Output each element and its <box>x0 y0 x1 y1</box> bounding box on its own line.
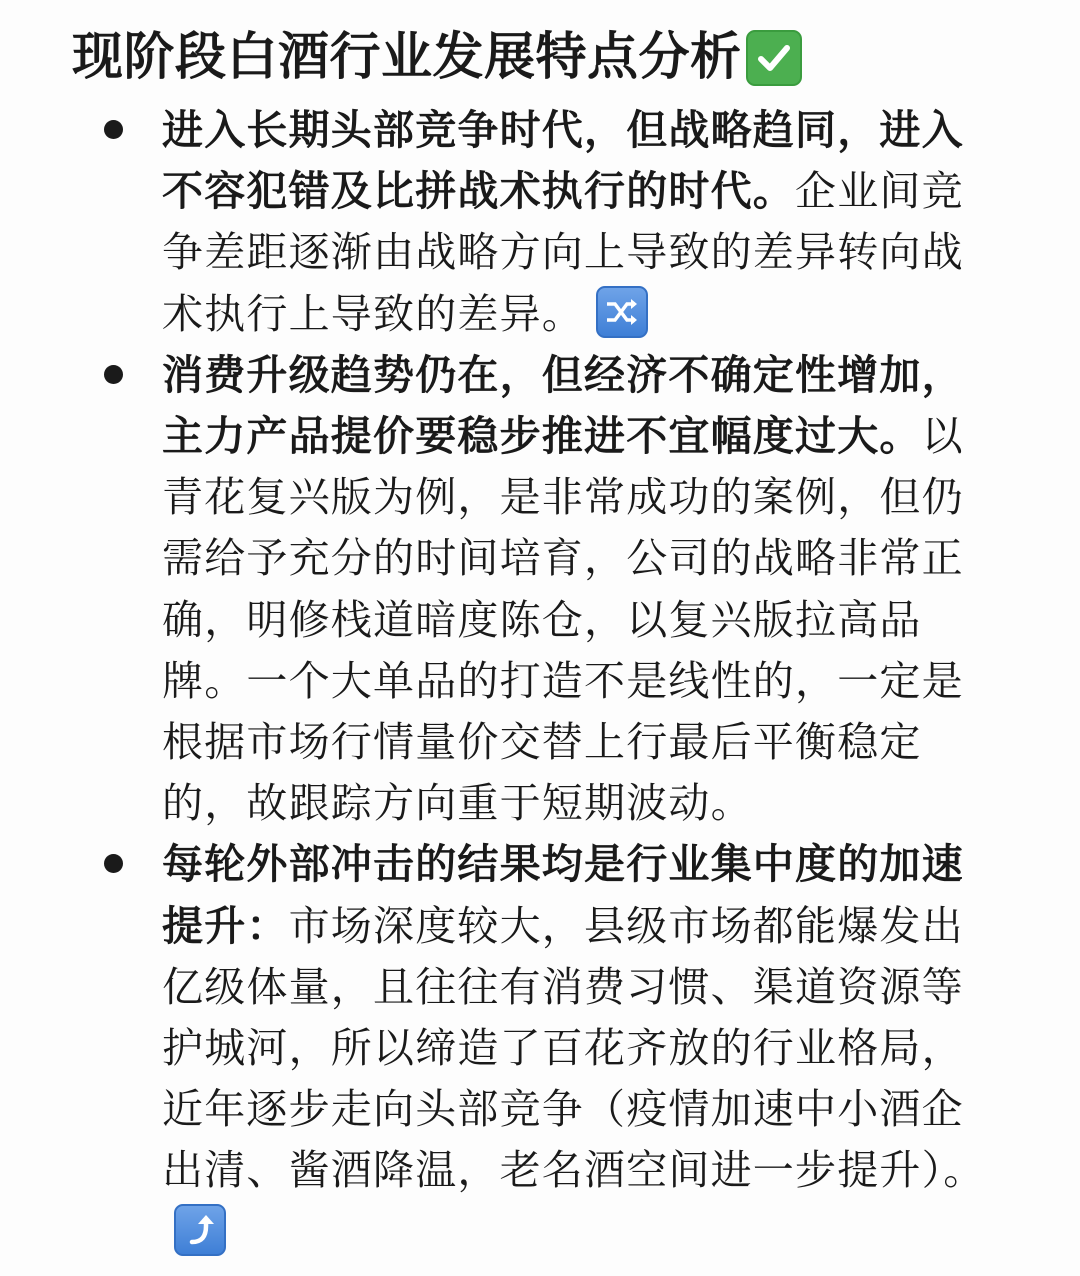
check-mark-button-icon <box>746 30 802 86</box>
list-item <box>0 345 1080 835</box>
up-arrow-curving-icon <box>174 1204 226 1256</box>
title-row <box>72 22 802 94</box>
bullet-text: 市场深度较大，县级市场都能爆发出亿级体量，且往往有消费习惯、渠道资源等护城河，所以缔造了百花齐放的行业格局，近年逐步走向头部竞争（疫情加速中小酒企出清、酱酒降温，老名酒空间进一步提升）。 <box>162 901 986 1195</box>
bullet-list <box>0 100 1080 1263</box>
list-item <box>0 100 1080 345</box>
page-title: 现阶段白酒行业发展特点分析 <box>72 28 742 87</box>
bullet-heading: 每轮外部冲击的结果均是行业集中度的加速提升： <box>162 840 964 950</box>
bullet-text: 以青花复兴版为例，是非常成功的案例，但仍需给予充分的时间培育，公司的战略非常正确，明修栈道暗度陈仓，以复兴版拉高品牌。一个大单品的打造不是线性的，一定是根据市场行情量价交替上行最后平衡稳定的，故跟踪方向重于短期波动。 <box>162 412 964 828</box>
list-item <box>0 834 1080 1262</box>
bullet-dot <box>104 120 123 139</box>
bullet-heading: 进入长期头部竞争时代，但战略趋同，进入不容犯错及比拼战术执行的时代。 <box>162 106 964 216</box>
bullet-dot <box>104 854 123 873</box>
bullet-dot <box>104 365 123 384</box>
bullet-heading: 消费升级趋势仍在，但经济不确定性增加，主力产品提价要稳步推进不宜幅度过大。 <box>162 350 964 461</box>
shuffle-arrows-icon <box>596 286 648 338</box>
bullet-text: 企业间竞争差距逐渐由战略方向上导致的差异转向战术执行上导致的差异。 <box>162 167 964 338</box>
